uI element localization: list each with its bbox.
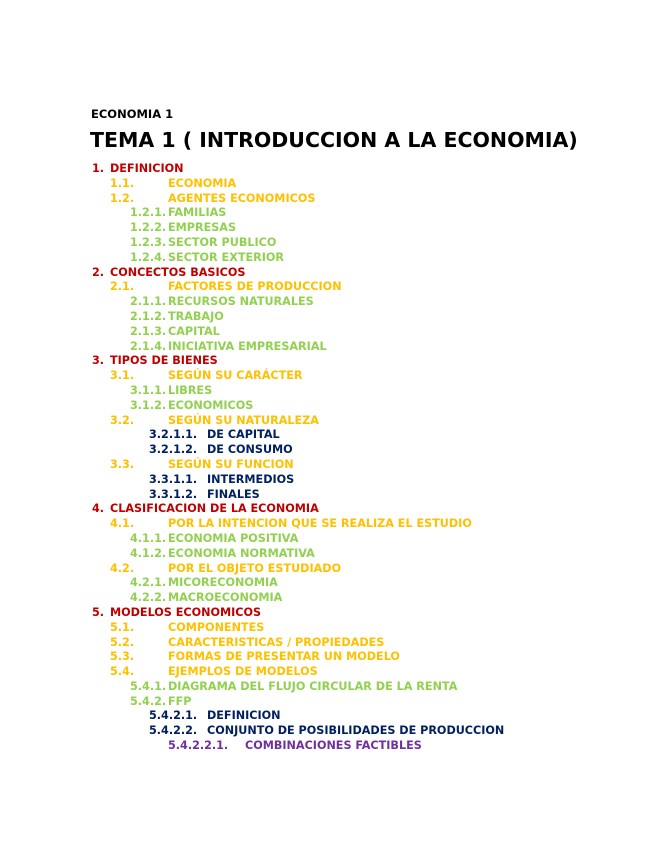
outline-item	[0, 399, 655, 414]
outline-item	[0, 192, 655, 207]
outline-item-label: TIPOS DE BIENES	[110, 354, 218, 368]
outline-item	[0, 236, 655, 251]
outline-item	[0, 562, 655, 577]
outline-item-label: FFP	[168, 694, 192, 708]
outline-item	[0, 414, 655, 429]
outline-item-label: EMPRESAS	[168, 221, 237, 235]
outline-item	[0, 488, 655, 503]
outline-item-number: 1.2.1.	[130, 206, 167, 220]
outline-item-number: 5.4.1.	[130, 679, 167, 693]
outline-item-label: POR EL OBJETO ESTUDIADO	[168, 561, 342, 575]
outline-item-number: 4.2.1.	[130, 576, 167, 590]
outline-item	[0, 325, 655, 340]
outline-item-label: EJEMPLOS DE MODELOS	[168, 665, 318, 679]
outline-item-label: SEGÚN SU NATURALEZA	[168, 413, 319, 427]
outline-item	[0, 384, 655, 399]
outline-item-number: 5.4.	[110, 665, 135, 679]
outline-item	[0, 606, 655, 621]
outline-item-label: SEGÚN SU CARÁCTER	[168, 369, 303, 383]
outline-item-number: 1.2.2.	[130, 221, 167, 235]
outline-item	[0, 369, 655, 384]
outline-item-number: 3.2.1.2.	[149, 443, 198, 457]
outline-item-label: DE CONSUMO	[207, 443, 293, 457]
outline-item-number: 3.3.	[110, 457, 135, 471]
outline-item-label: ECONOMIA POSITIVA	[168, 531, 299, 545]
outline-item-label: MODELOS ECONOMICOS	[110, 605, 262, 619]
outline-item-number: 3.	[92, 354, 105, 368]
outline-item-label: LIBRES	[168, 383, 213, 397]
outline-item	[0, 428, 655, 443]
outline-item	[0, 517, 655, 532]
outline-item-label: TRABAJO	[168, 309, 224, 323]
outline-item-number: 2.1.	[110, 280, 135, 294]
outline-item	[0, 636, 655, 651]
outline-item-label: DEFINICION	[207, 709, 281, 723]
outline-item	[0, 739, 655, 754]
outline-item	[0, 443, 655, 458]
outline-item	[0, 251, 655, 266]
outline-item-label: FORMAS DE PRESENTAR UN MODELO	[168, 650, 400, 664]
outline-item-label: CLASIFICACION DE LA ECONOMIA	[110, 502, 319, 516]
outline-item-label: SEGÚN SU FUNCION	[168, 457, 294, 471]
outline-item-number: 5.4.2.	[130, 694, 167, 708]
outline-item-label: SECTOR PUBLICO	[168, 235, 277, 249]
outline-item-label: MACROECONOMIA	[168, 591, 283, 605]
outline-item-number: 4.2.2.	[130, 591, 167, 605]
outline-item	[0, 354, 655, 369]
outline-item-number: 3.1.	[110, 369, 135, 383]
outline-item-number: 5.1.	[110, 620, 135, 634]
outline-item-label: FACTORES DE PRODUCCION	[168, 280, 342, 294]
outline-item-label: DIAGRAMA DEL FLUJO CIRCULAR DE LA RENTA	[168, 679, 458, 693]
outline-item-number: 2.1.3.	[130, 324, 167, 338]
outline-item-label: DE CAPITAL	[207, 428, 280, 442]
outline-item-number: 4.1.2.	[130, 546, 167, 560]
outline-item	[0, 665, 655, 680]
outline-item-label: CARACTERISTICAS / PROPIEDADES	[168, 635, 385, 649]
outline-item-number: 3.1.2.	[130, 398, 167, 412]
outline-item	[0, 576, 655, 591]
outline-item-label: FAMILIAS	[168, 206, 227, 220]
outline-item	[0, 547, 655, 562]
outline-item-number: 2.1.1.	[130, 295, 167, 309]
outline-item-number: 4.2.	[110, 561, 135, 575]
outline-item-number: 1.2.3.	[130, 235, 167, 249]
outline-item-label: INICIATIVA EMPRESARIAL	[168, 339, 327, 353]
outline-item	[0, 650, 655, 665]
outline-item	[0, 458, 655, 473]
outline-item-number: 3.2.	[110, 413, 135, 427]
outline-item-number: 4.1.	[110, 517, 135, 531]
outline-item-number: 4.	[92, 502, 105, 516]
outline-item-label: FINALES	[207, 487, 260, 501]
outline-item-number: 5.4.2.1.	[149, 709, 198, 723]
outline-item-label: CONCECTOS BASICOS	[110, 265, 246, 279]
outline-item-label: POR LA INTENCION QUE SE REALIZA EL ESTUDIO	[168, 517, 472, 531]
outline-item	[0, 724, 655, 739]
outline-item-number: 1.	[92, 162, 105, 175]
outline-item	[0, 221, 655, 236]
outline-item	[0, 473, 655, 488]
outline-list	[0, 162, 655, 754]
outline-item	[0, 621, 655, 636]
outline-item-number: 1.1.	[110, 176, 135, 190]
outline-item-label: AGENTES ECONOMICOS	[168, 191, 316, 205]
outline-item-label: DEFINICION	[110, 162, 184, 175]
page-title: TEMA 1 ( INTRODUCCION A LA ECONOMIA)	[90, 128, 578, 152]
outline-item-label: ECONOMIA NORMATIVA	[168, 546, 315, 560]
outline-item	[0, 162, 655, 177]
outline-item-label: COMBINACIONES FACTIBLES	[245, 739, 422, 753]
outline-item-number: 2.1.4.	[130, 339, 167, 353]
outline-item	[0, 206, 655, 221]
outline-item-label: MICORECONOMIA	[168, 576, 278, 590]
outline-item-number: 2.	[92, 265, 105, 279]
outline-item	[0, 532, 655, 547]
outline-item-number: 1.2.	[110, 191, 135, 205]
outline-item	[0, 310, 655, 325]
outline-item	[0, 680, 655, 695]
outline-item-number: 2.1.2.	[130, 309, 167, 323]
outline-item	[0, 695, 655, 710]
outline-item	[0, 177, 655, 192]
outline-item-number: 3.3.1.2.	[149, 487, 198, 501]
outline-item	[0, 295, 655, 310]
outline-item-number: 3.3.1.1.	[149, 472, 198, 486]
outline-item-label: ECONOMICOS	[168, 398, 254, 412]
outline-item-label: CONJUNTO DE POSIBILIDADES DE PRODUCCION	[207, 724, 505, 738]
outline-item-number: 3.1.1.	[130, 383, 167, 397]
outline-item	[0, 502, 655, 517]
outline-item	[0, 280, 655, 295]
outline-item-number: 4.1.1.	[130, 531, 167, 545]
outline-item-label: CAPITAL	[168, 324, 220, 338]
outline-item-number: 5.4.2.2.1.	[168, 739, 229, 753]
subject-heading: ECONOMIA 1	[91, 107, 174, 121]
outline-item-label: SECTOR EXTERIOR	[168, 250, 285, 264]
outline-item-number: 1.2.4.	[130, 250, 167, 264]
outline-item-label: RECURSOS NATURALES	[168, 295, 314, 309]
outline-item	[0, 709, 655, 724]
outline-item-label: ECONOMIA	[168, 176, 237, 190]
outline-item-number: 5.2.	[110, 635, 135, 649]
outline-item-number: 5.	[92, 605, 105, 619]
outline-item	[0, 266, 655, 281]
outline-item	[0, 340, 655, 355]
outline-item	[0, 591, 655, 606]
outline-item-label: INTERMEDIOS	[207, 472, 295, 486]
outline-item-number: 3.2.1.1.	[149, 428, 198, 442]
outline-item-label: COMPONENTES	[168, 620, 265, 634]
outline-item-number: 5.3.	[110, 650, 135, 664]
outline-item-number: 5.4.2.2.	[149, 724, 198, 738]
